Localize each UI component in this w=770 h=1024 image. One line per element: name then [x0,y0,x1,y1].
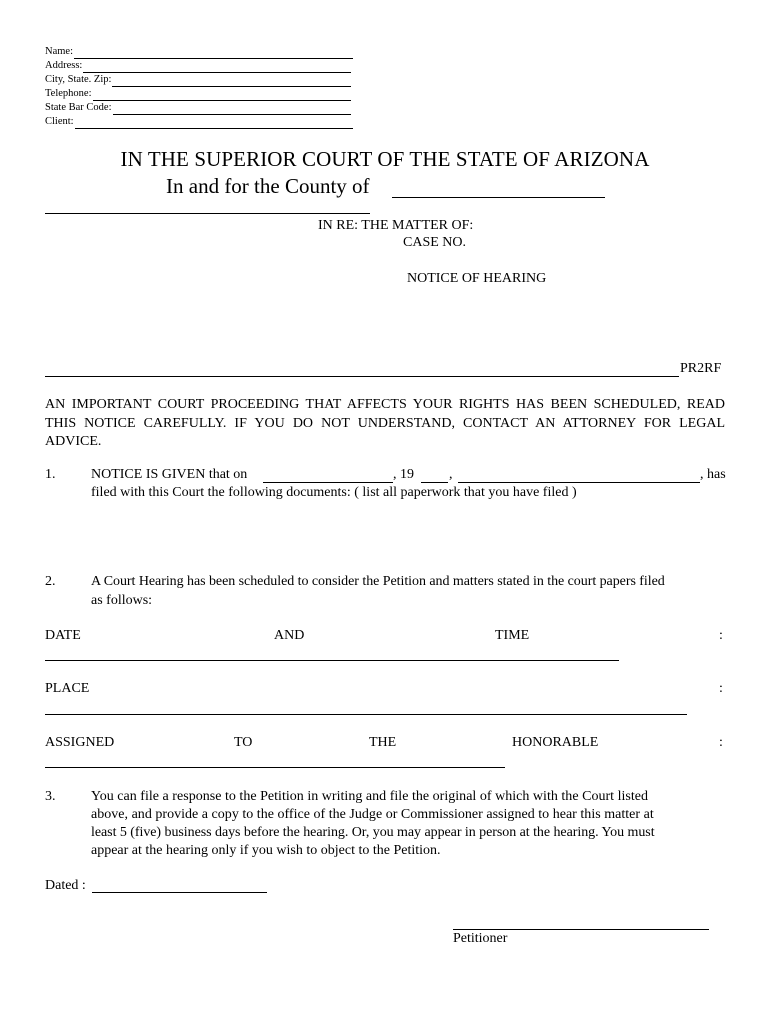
client-label: Client: [45,116,74,127]
assigned-label: ASSIGNED [45,735,115,750]
and-label: AND [274,628,305,643]
item-1-number: 1. [45,467,56,482]
place-field[interactable] [45,714,687,715]
in-re-party-line[interactable] [45,213,370,214]
document-title: NOTICE OF HEARING [407,271,547,286]
time-label: TIME [495,628,530,643]
court-title: IN THE SUPERIOR COURT OF THE STATE OF ARIZONA [120,147,650,171]
petitioner-name-field[interactable] [458,482,700,483]
date-time-field[interactable] [45,660,619,661]
item-2-line-2: as follows: [91,593,153,608]
date-colon: : [719,628,723,643]
item-3-number: 3. [45,789,56,804]
item-1-text-e: filed with this Court the following documents: ( list all paperwork that you have filed ) [91,485,577,500]
dated-label: Dated : [45,878,86,893]
bar-code-label: State Bar Code: [45,102,112,113]
item-1-text-a: NOTICE IS GIVEN that on [91,467,248,482]
place-label: PLACE [45,681,90,696]
dated-field[interactable] [92,892,267,893]
assigned-colon: : [719,735,723,750]
the-label: THE [369,735,397,750]
city-field-row [45,73,351,87]
item-2-line-1: A Court Hearing has been scheduled to consider the Petition and matters stated in the court papers filed [91,574,665,589]
date-label: DATE [45,628,81,643]
in-re-label: IN RE: THE MATTER OF: [318,218,474,233]
place-colon: : [719,681,723,696]
case-no-label: CASE NO. [403,235,467,250]
client-field[interactable] [75,117,353,129]
form-code: PR2RF [680,361,722,376]
item-1-text-c: , [449,467,453,482]
item-3-line-3: least 5 (five) business days before the hearing. Or, you may appear in person at the hearing. You must [91,825,655,840]
caption-divider [45,376,679,377]
item-3-line-4: appear at the hearing only if you wish to object to the Petition. [91,843,441,858]
item-3-line-1: You can file a response to the Petition in writing and file the original of which with the Court listed [91,789,649,804]
address-field-row [45,59,351,73]
bar-code-field[interactable] [113,103,352,115]
item-1-text-b: , 19 [393,467,414,482]
item-3-line-2: above, and provide a copy to the office of the Judge or Commissioner assigned to hear this matter at [91,807,654,822]
to-label: TO [234,735,253,750]
item-1-text-d: , has [700,467,726,482]
name-field[interactable] [74,47,353,59]
warning-paragraph: AN IMPORTANT COURT PROCEEDING THAT AFFECTS YOUR RIGHTS HAS BEEN SCHEDULED, READ THIS NOTICE CAREFULLY. IF YOU DO NOT UNDERSTAND, CONTACT AN ATTORNEY FOR LEGAL ADVICE. [45,397,725,449]
bar-code-field-row [45,101,351,115]
county-line-label: In and for the County of [166,174,370,198]
address-field[interactable] [83,61,351,73]
telephone-field-row [45,87,351,101]
name-label: Name: [45,46,73,57]
judge-field[interactable] [45,767,505,768]
address-label: Address: [45,60,83,71]
city-label: City, State. Zip: [45,74,112,85]
honorable-label: HONORABLE [512,735,599,750]
city-state-zip-field[interactable] [112,75,351,87]
county-field[interactable] [392,197,605,198]
notice-year-field[interactable] [421,482,448,483]
client-field-row [45,115,353,129]
item-2-number: 2. [45,574,56,589]
telephone-label: Telephone: [45,88,92,99]
notice-date-field[interactable] [263,482,393,483]
name-field-row [45,45,353,59]
telephone-field[interactable] [93,89,352,101]
petitioner-label: Petitioner [453,931,508,946]
petitioner-signature-field[interactable] [453,929,709,930]
